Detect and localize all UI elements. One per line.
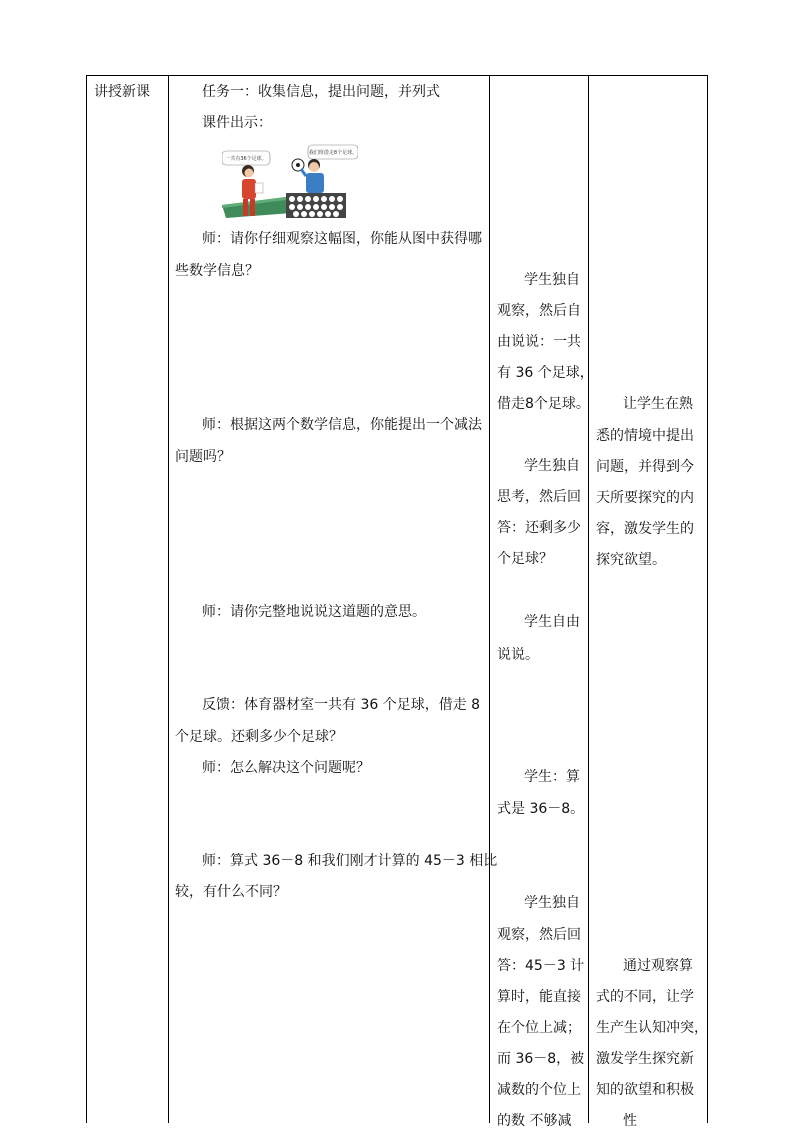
purpose-2-line-4: 激发学生探究新 [596, 1051, 694, 1067]
purpose-2-line-2: 式的不同，让学 [596, 989, 694, 1005]
student-response-2-line-2: 思考，然后回 [497, 489, 581, 505]
teacher-question-5-line-2: 较，有什么不同？ [175, 884, 287, 900]
purpose-1-line-4: 天所要探究的内 [596, 490, 694, 506]
teacher-question-1-line-2: 些数学信息？ [175, 263, 259, 279]
teacher-question-1-line-1: 师：请你仔细观察这幅图，你能从图中获得哪 [202, 231, 482, 247]
task-title: 任务一：收集信息，提出问题，并列式 [202, 84, 440, 100]
purpose-1-line-6: 探究欲望。 [596, 552, 666, 568]
feedback-line-2: 个足球。还剩多少个足球？ [175, 729, 343, 745]
teacher-question-4: 师：怎么解决这个问题呢？ [202, 760, 370, 776]
student-response-1-line-5: 借走8个足球。 [497, 396, 590, 412]
table-right-border [707, 75, 708, 1123]
teacher-question-2-line-2: 问题吗？ [175, 449, 231, 465]
feedback-line-1: 反馈：体育器材室一共有 36 个足球，借走 8 [202, 697, 481, 713]
student-response-4-line-1: 学生：算 [524, 769, 580, 785]
courseware-label: 课件出示： [202, 115, 272, 131]
column-divider-3 [588, 75, 589, 1123]
bubble-left-text: 一共有36个足球。 [225, 156, 267, 162]
column-divider-2 [489, 75, 490, 1123]
student-response-1-line-4: 有 36 个足球， [497, 365, 594, 381]
student-response-2-line-1: 学生独自 [524, 458, 580, 474]
teacher-question-5-line-1: 师：算式 36－8 和我们刚才计算的 45－3 相比 [202, 853, 498, 869]
student-response-2-line-4: 个足球？ [497, 551, 553, 567]
student-response-3-line-2: 说说。 [497, 647, 539, 663]
purpose-1-line-2: 悉的情境中提出 [596, 428, 694, 444]
student-response-1-line-1: 学生独自 [524, 272, 580, 288]
table-left-border [86, 75, 87, 1123]
bubble-right-text: 我们班借走8个足球。 [308, 150, 358, 156]
purpose-2-line-3: 生产生认知冲突， [596, 1020, 708, 1036]
purpose-1-line-1: 让学生在熟 [623, 396, 693, 412]
student-response-5-line-1: 学生独自 [524, 895, 580, 911]
column-divider-1 [168, 75, 169, 1123]
student-response-5-line-8: 的数 不够减 [497, 1113, 572, 1129]
section-label: 讲授新课 [94, 84, 150, 100]
student-response-2-line-3: 答：还剩多少 [497, 520, 581, 536]
table-top-border [86, 75, 708, 76]
student-response-1-line-3: 由说说：一共 [497, 334, 581, 350]
teacher-question-2-line-1: 师：根据这两个数学信息，你能提出一个减法 [202, 417, 482, 433]
classroom-illustration [222, 143, 358, 218]
student-response-5-line-3: 答：45－3 计 [497, 958, 585, 974]
student-response-5-line-2: 观察，然后回 [497, 927, 581, 943]
student-response-5-line-7: 减数的个位上 [497, 1082, 581, 1098]
purpose-1-line-3: 问题，并得到今 [596, 459, 694, 475]
student-response-5-line-6: 而 36－8，被 [497, 1051, 585, 1067]
student-response-5-line-4: 算时，能直接 [497, 989, 581, 1005]
student-response-3-line-1: 学生自由 [524, 614, 580, 630]
teacher-question-3: 师：请你完整地说说这道题的意思。 [202, 604, 426, 620]
student-response-5-line-5: 在个位上减； [497, 1020, 581, 1036]
purpose-2-line-1: 通过观察算 [623, 958, 693, 974]
purpose-2-line-6: 性 [623, 1113, 637, 1129]
student-response-1-line-2: 观察，然后自 [497, 303, 581, 319]
purpose-2-line-5: 知的欲望和积极 [596, 1082, 694, 1098]
purpose-1-line-5: 容，激发学生的 [596, 521, 694, 537]
student-response-4-line-2: 式是 36－8。 [497, 801, 585, 817]
